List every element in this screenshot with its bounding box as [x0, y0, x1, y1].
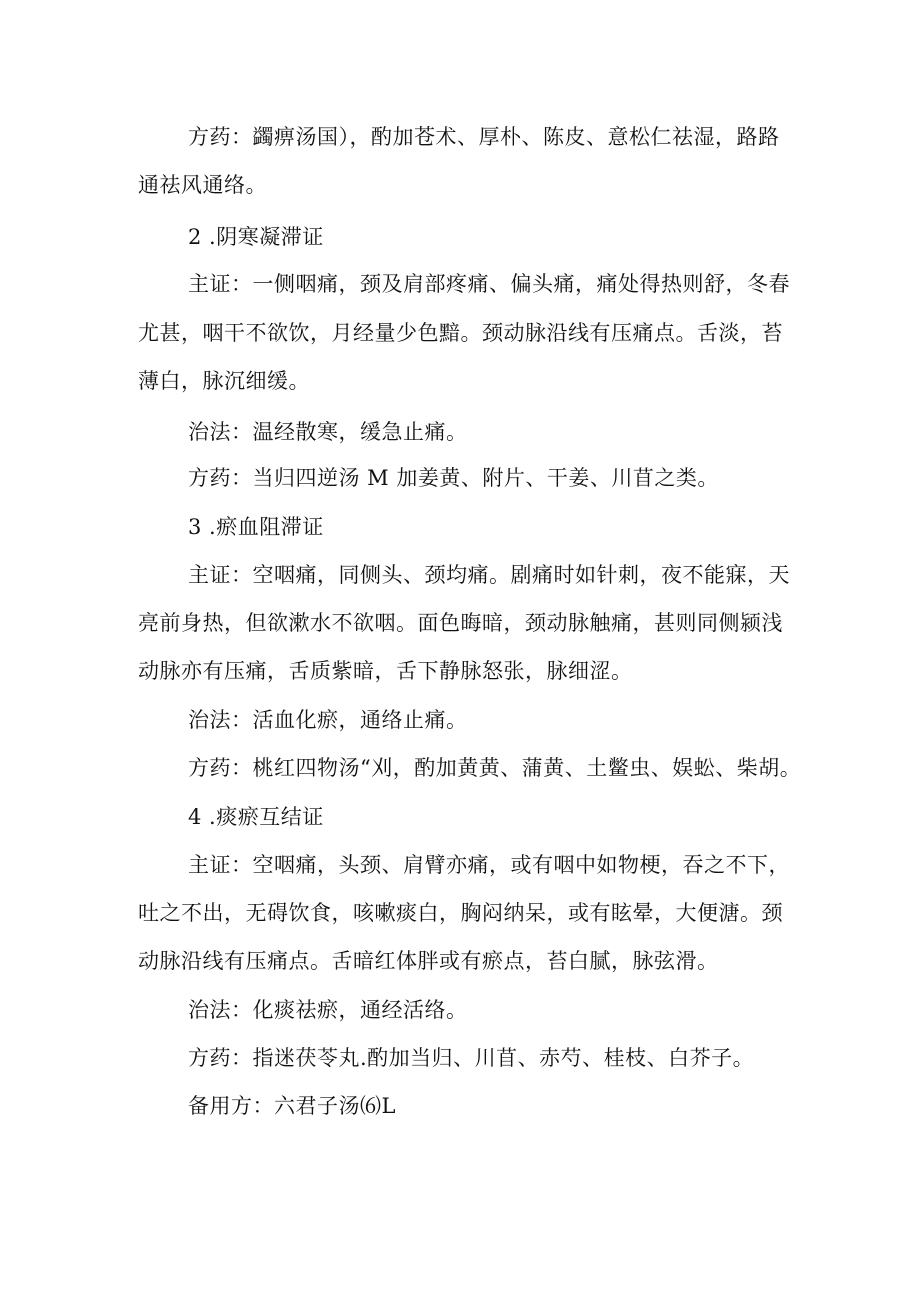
- paragraph-line: 治法：活血化瘀，通络止痛。: [188, 708, 468, 732]
- paragraph-line: 治法：温经散寒，缓急止痛。: [188, 420, 468, 444]
- paragraph-line: 通祛风通络。: [138, 173, 267, 197]
- section-heading: 4 .痰瘀互结证: [188, 805, 324, 829]
- paragraph-line: 动脉亦有压痛，舌质紫暗，舌下静脉怒张，脉细涩。: [138, 659, 633, 683]
- paragraph-line: 方药：桃红四物汤“刈，酌加黄黄、蒲黄、土鳖虫、娱蚣、柴胡。: [188, 756, 802, 780]
- paragraph-line: 主证：空咽痛，头颈、肩臂亦痛，或有咽中如物梗，吞之不下，: [188, 853, 790, 877]
- paragraph-line: 方药：蠲痹汤国），酌加苍术、厚朴、陈皮、意松仁祛湿，路路: [188, 125, 780, 149]
- paragraph-line: 尤甚，咽干不欲饮，月经量少色黯。颈动脉沿线有压痛点。舌淡，苔: [138, 321, 783, 345]
- section-heading: 3 .瘀血阻滞证: [188, 515, 324, 539]
- paragraph-line: 主证：一侧咽痛，颈及肩部疼痛、偏头痛，痛处得热则舒，冬春: [188, 272, 790, 296]
- paragraph-line: 薄白，脉沉细缓。: [138, 369, 310, 393]
- section-heading: 2 .阴寒凝滞证: [188, 225, 324, 249]
- paragraph-line: 方药：指迷茯苓丸.酌加当归、川苜、赤芍、桂枝、白芥子。: [188, 1046, 755, 1070]
- paragraph-line: 方药：当归四逆汤 M 加姜黄、附片、干姜、川苜之类。: [188, 466, 719, 490]
- paragraph-line: 备用方：六君子汤⑹L: [188, 1094, 396, 1118]
- paragraph-line: 动脉沿线有压痛点。舌暗红体胖或有瘀点，苔白腻，脉弦滑。: [138, 949, 719, 973]
- paragraph-line: 主证：空咽痛，同侧头、颈均痛。剧痛时如针刺，夜不能寐，天: [188, 563, 790, 587]
- paragraph-line: 吐之不出，无碍饮食，咳嗽痰白，胸闷纳呆，或有眩晕，大便溏。颈: [138, 901, 783, 925]
- paragraph-line: 亮前身热，但欲漱水不欲咽。面色晦暗，颈动脉触痛，甚则同侧颍浅: [138, 611, 783, 635]
- paragraph-line: 治法：化痰祛瘀，通经活络。: [188, 998, 468, 1022]
